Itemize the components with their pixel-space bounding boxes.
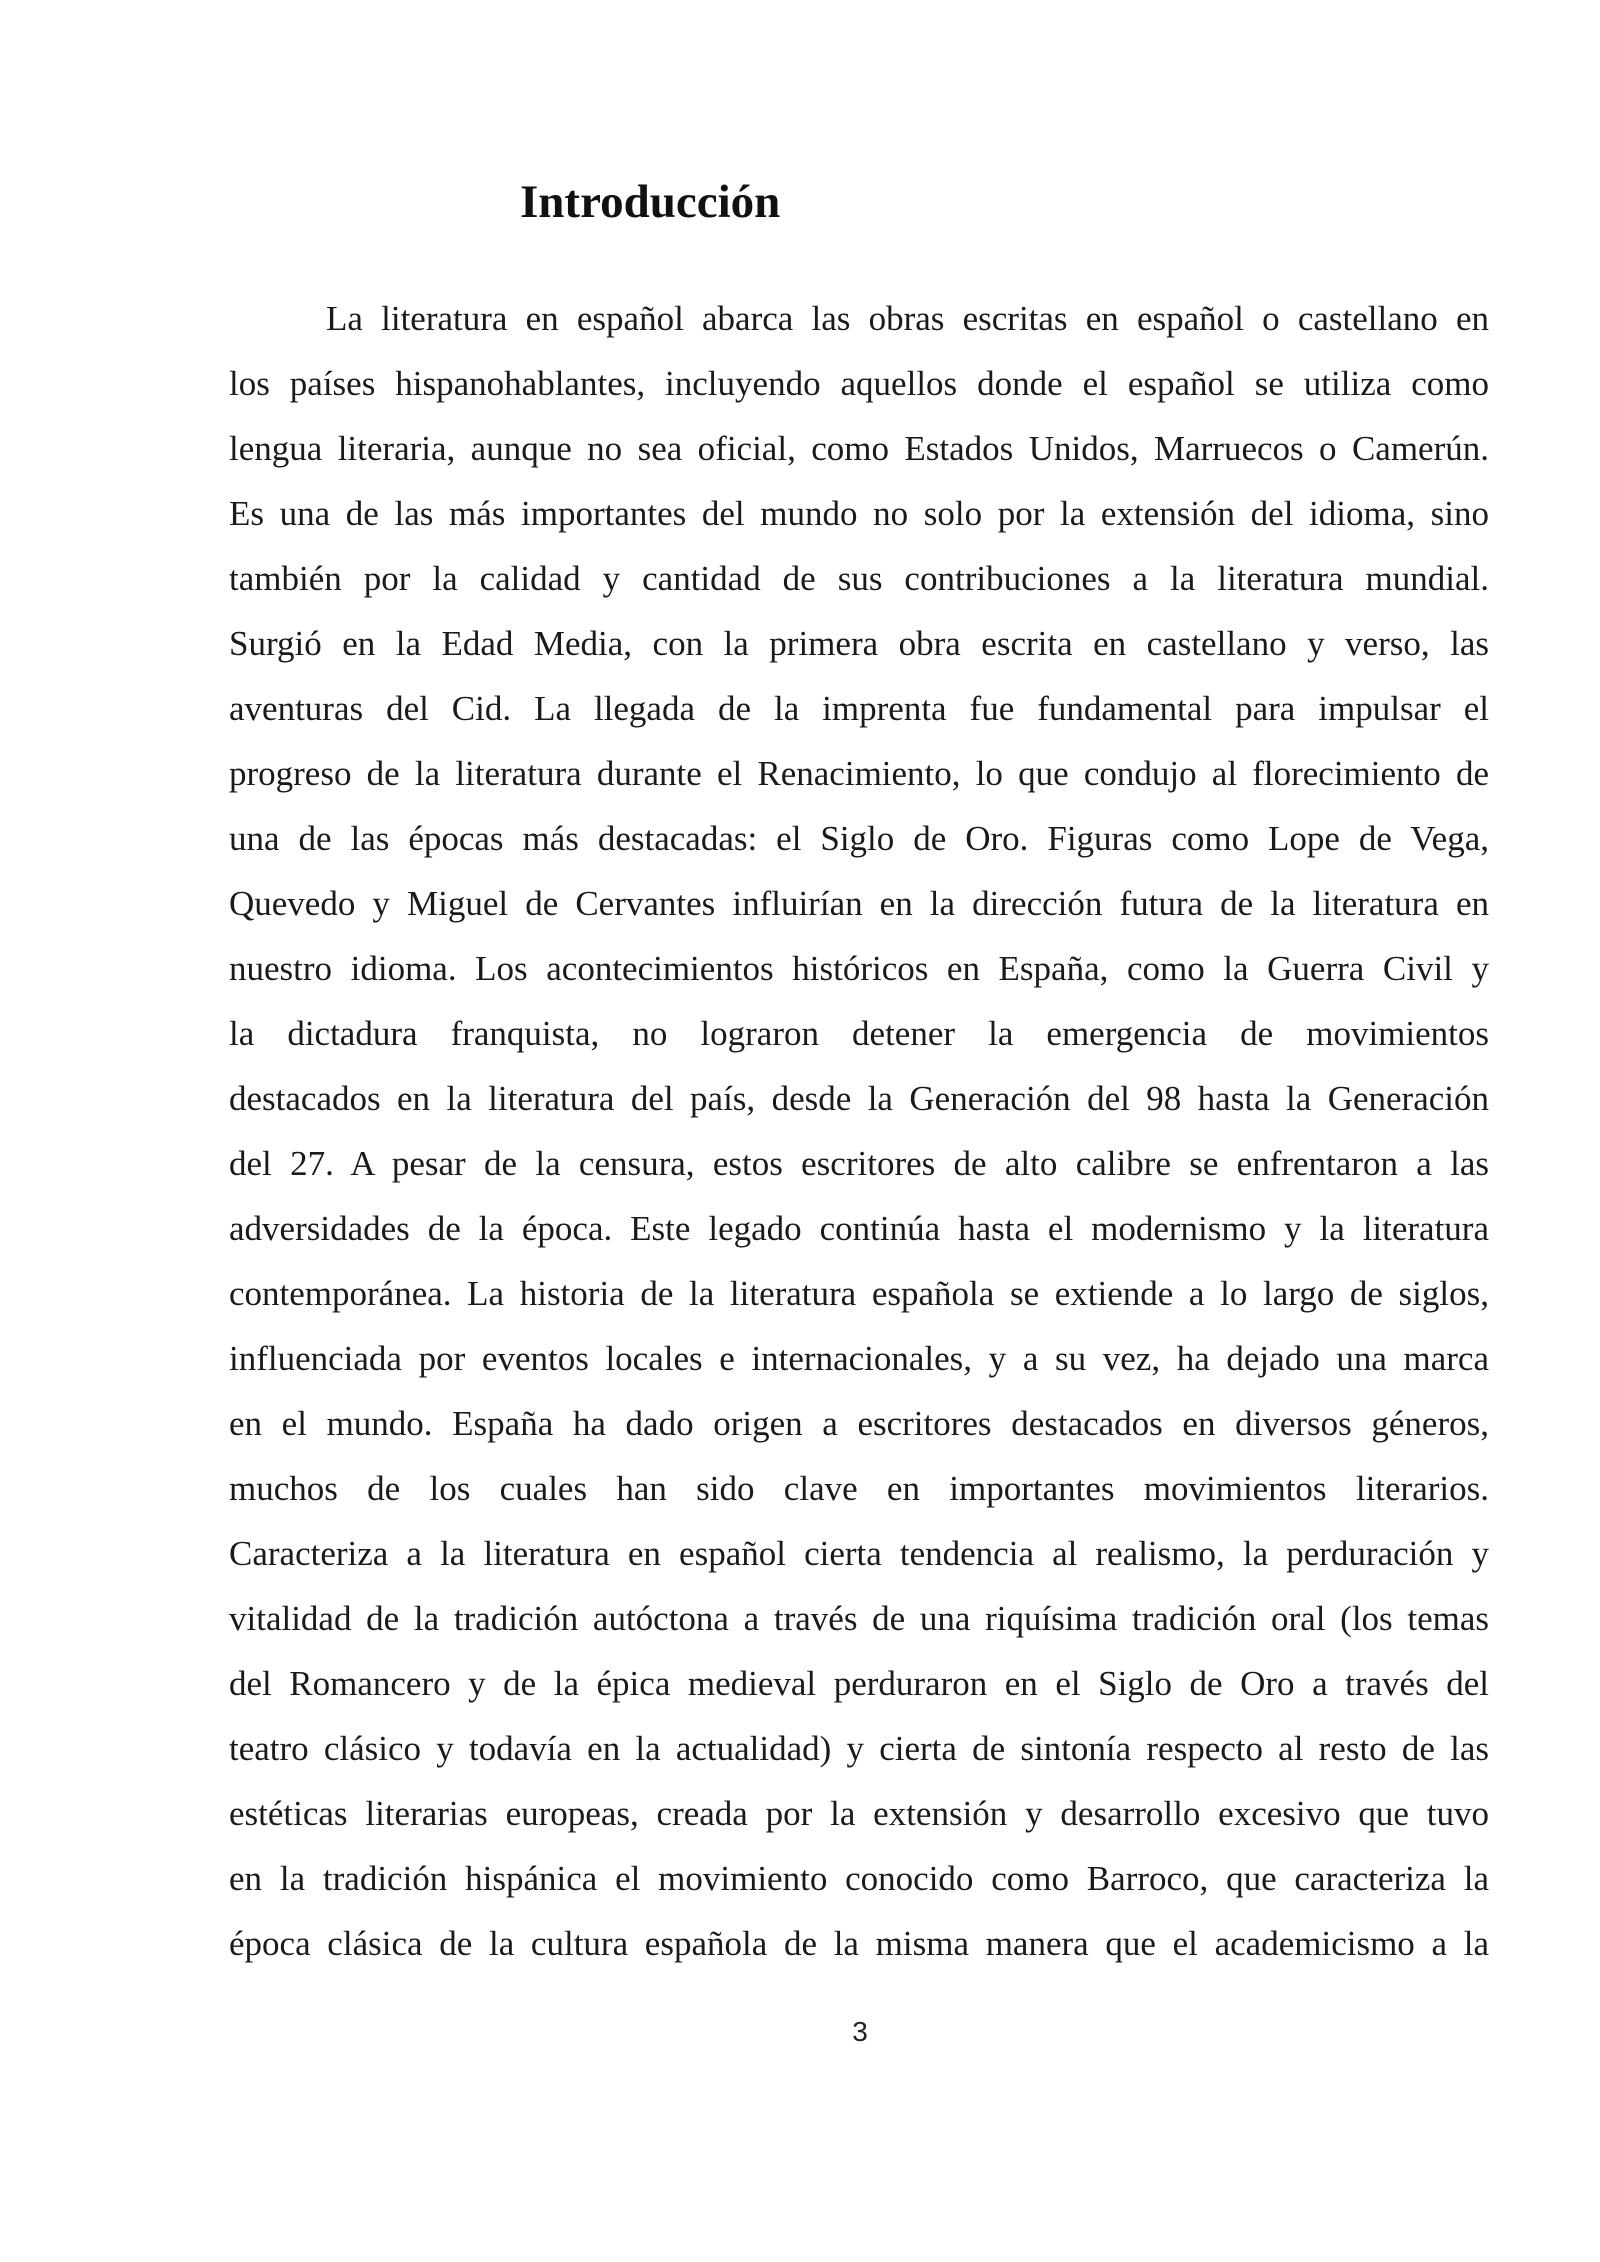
page-number: 3 — [852, 2016, 868, 2047]
paragraph-line: muchos de los cuales han sido clave en importantes movimientos literarios. — [229, 1469, 1489, 1508]
paragraph-line: del 27. A pesar de la censura, estos escritores de alto calibre se enfrentaron a las — [229, 1144, 1489, 1183]
page-title: Introducción — [520, 176, 781, 228]
paragraph-line: la dictadura franquista, no lograron detener la emergencia de movimientos — [229, 1014, 1489, 1053]
paragraph-line: lengua literaria, aunque no sea oficial, como Estados Unidos, Marruecos o Camerún. — [229, 429, 1489, 468]
paragraph-line: en el mundo. España ha dado origen a escritores destacados en diversos géneros, — [229, 1404, 1489, 1443]
paragraph-line: adversidades de la época. Este legado continúa hasta el modernismo y la literatura — [229, 1209, 1489, 1248]
paragraph-line: contemporánea. La historia de la literatura española se extiende a lo largo de siglos, — [229, 1274, 1489, 1313]
paragraph-line: progreso de la literatura durante el Renacimiento, lo que condujo al florecimiento de — [229, 754, 1489, 793]
paragraph-line: Quevedo y Miguel de Cervantes influirían en la dirección futura de la literatura en — [229, 884, 1489, 923]
paragraph-line: La literatura en español abarca las obras escritas en español o castellano en — [326, 299, 1489, 338]
paragraph-line: en la tradición hispánica el movimiento conocido como Barroco, que caracteriza la — [229, 1859, 1489, 1898]
paragraph-line: destacados en la literatura del país, desde la Generación del 98 hasta la Generación — [229, 1079, 1489, 1118]
paragraph-line: una de las épocas más destacadas: el Siglo de Oro. Figuras como Lope de Vega, — [229, 819, 1489, 858]
paragraph-line: estéticas literarias europeas, creada por la extensión y desarrollo excesivo que tuvo — [229, 1794, 1489, 1833]
paragraph-line: nuestro idioma. Los acontecimientos históricos en España, como la Guerra Civil y — [229, 949, 1489, 988]
paragraph-line: época clásica de la cultura española de la misma manera que el academicismo a la — [229, 1924, 1489, 1963]
paragraph-line: también por la calidad y cantidad de sus contribuciones a la literatura mundial. — [229, 559, 1489, 598]
paragraph-line: Es una de las más importantes del mundo no solo por la extensión del idioma, sino — [229, 494, 1489, 533]
paragraph-line: influenciada por eventos locales e internacionales, y a su vez, ha dejado una marca — [229, 1339, 1489, 1378]
paragraph-line: aventuras del Cid. La llegada de la imprenta fue fundamental para impulsar el — [229, 689, 1489, 728]
paragraph-line: Surgió en la Edad Media, con la primera obra escrita en castellano y verso, las — [229, 624, 1489, 663]
paragraph-line: Caracteriza a la literatura en español cierta tendencia al realismo, la perduración y — [229, 1534, 1489, 1573]
paragraph-line: los países hispanohablantes, incluyendo aquellos donde el español se utiliza como — [229, 364, 1489, 403]
paragraph-line: vitalidad de la tradición autóctona a través de una riquísima tradición oral (los temas — [229, 1599, 1489, 1638]
paragraph-line: teatro clásico y todavía en la actualidad) y cierta de sintonía respecto al resto de las — [229, 1729, 1489, 1768]
paragraph-line: del Romancero y de la épica medieval perduraron en el Siglo de Oro a través del — [229, 1664, 1489, 1703]
